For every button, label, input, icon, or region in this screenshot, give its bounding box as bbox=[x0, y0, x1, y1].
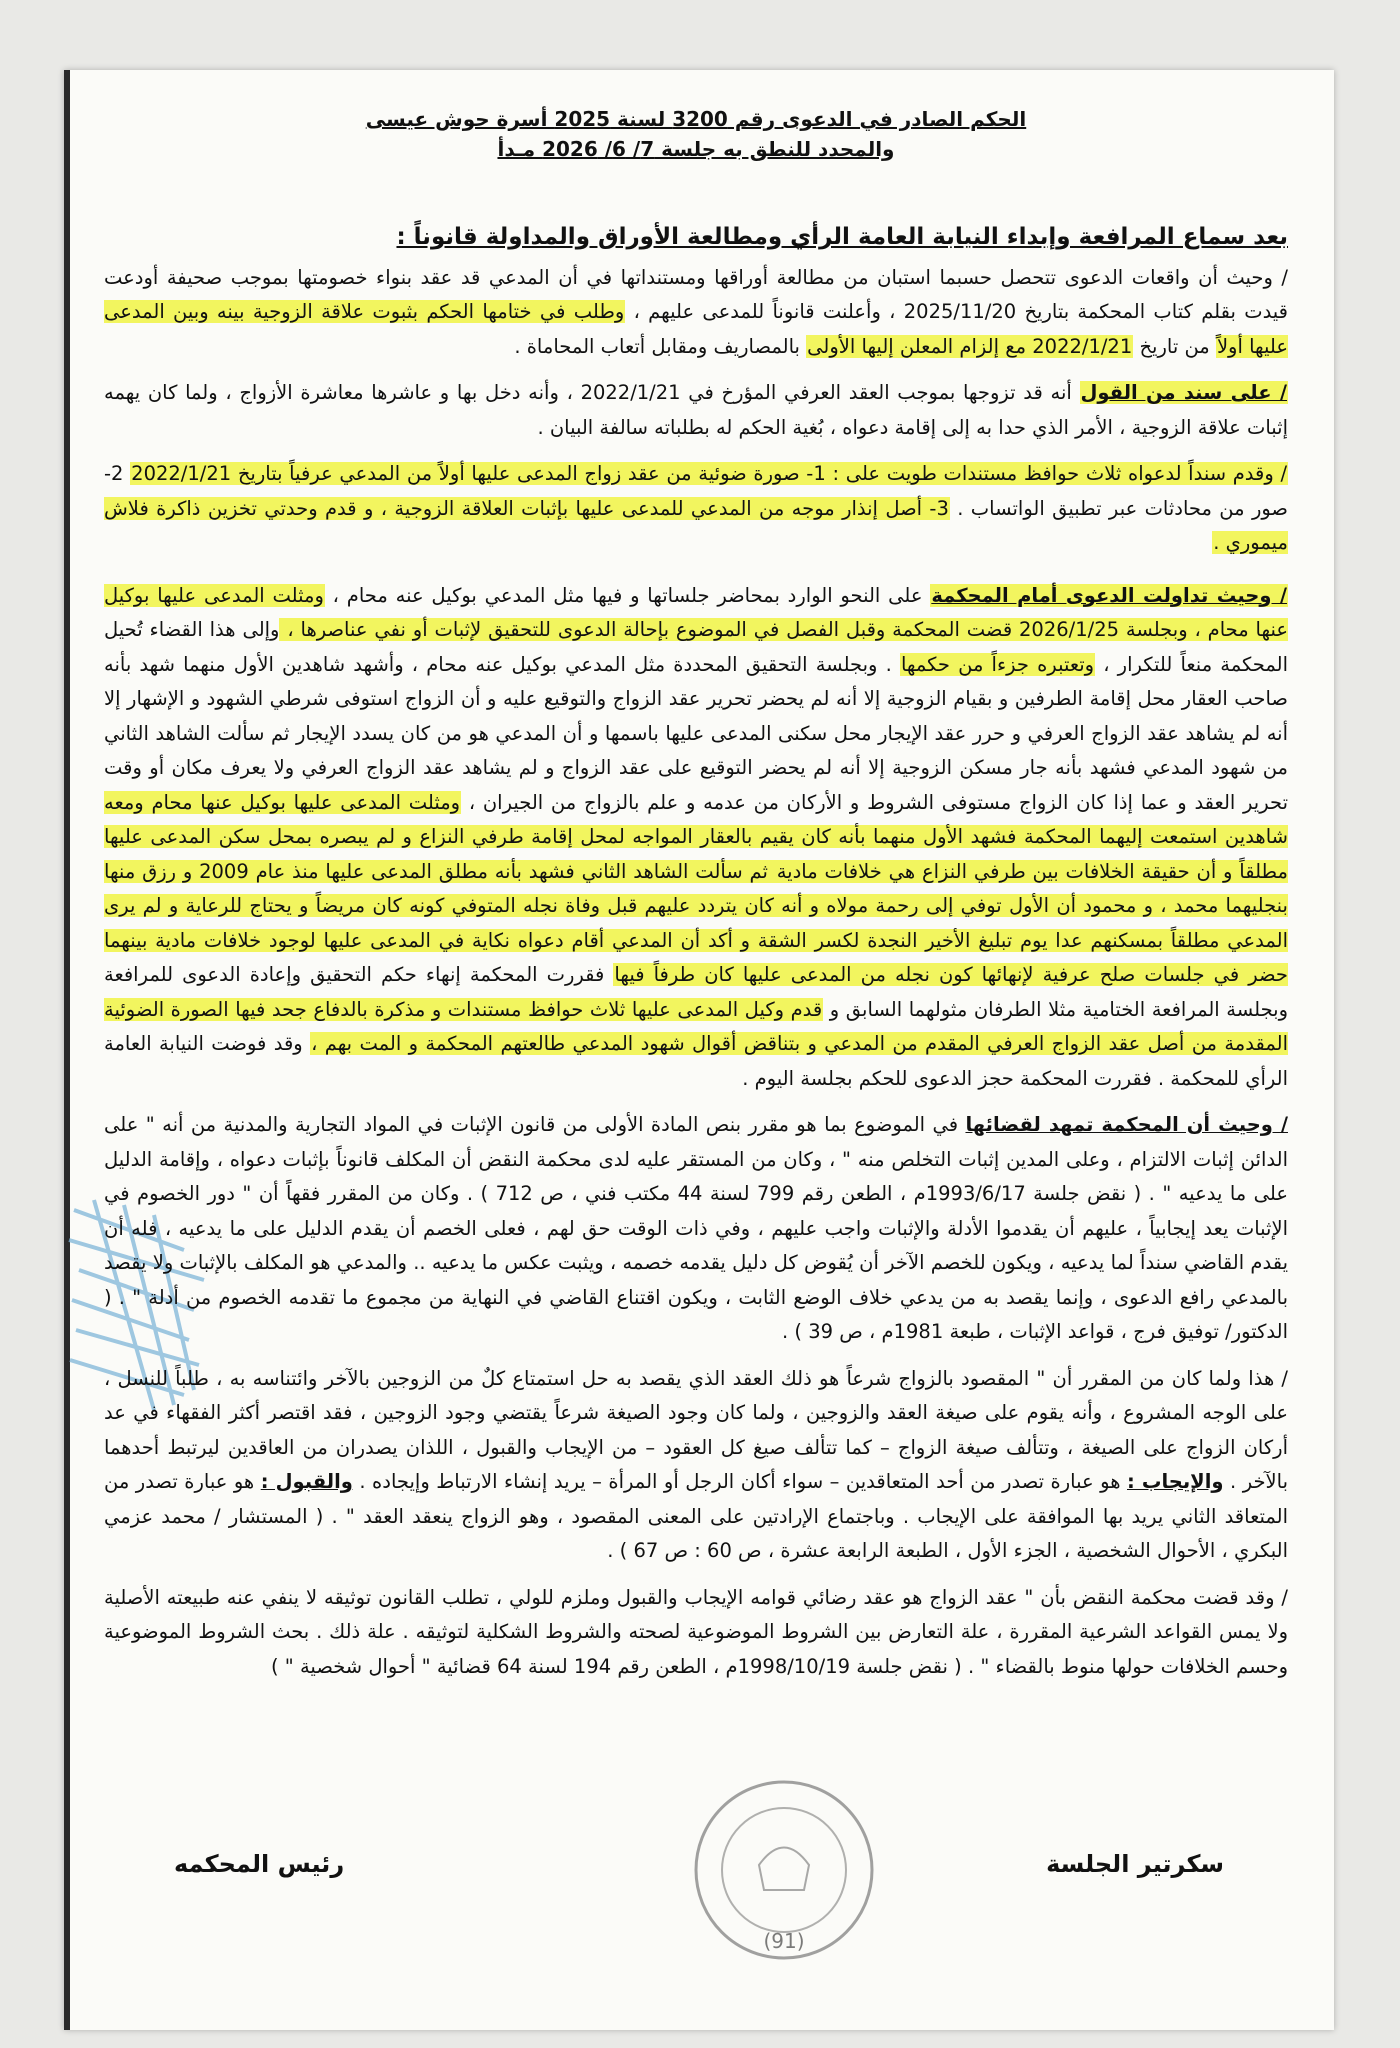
case-number-line: الحكم الصادر في الدعوى رقم 3200 لسنة 2025 أسرة حوش عيسى bbox=[365, 107, 1027, 131]
page-edge-shadow bbox=[64, 70, 70, 2030]
paragraph-proceedings: / وحيث تداولت الدعوى أمام المحكمة على النحو الوارد بمحاضر جلساتها و فيها مثل المدعي بوكيل عنه محام ، ومثلت المدعى عليها بوكيل عنها محام ، وبجلسة 2026/1/25 قضت المحكمة وقبل الفصل في الموضوع بإحالة الدعوى للتحقيق لإثبات أو نفي عناصرها ، وإلى هذا القضاء تُحيل المحكمة منعاً للتكرار ، وتعتبره جزءاً من حكمها . وبجلسة التحقيق المحددة مثل المدعي بوكيل عنه محام ، وأشهد شاهدين الأول منهما شهد بأنه صاحب العقار محل إقامة الطرفين و بقيام الزوجية إلا أنه لم يحضر تحرير عقد الزواج والتوقيع عليه و أن الزواج استوفى شرطي الشهود و الإشهار إلا أنه لم يشاهد عقد الزواج العرفي و حرر عقد الإيجار محل سكنى المدعى عليها باسمها و أن المدعي هو من كان يسدد الإيجار ثم سألت الشاهد الثاني من شهود المدعي فشهد بأنه جار مسكن الزوجية إلا أنه لم يحضر التوقيع على عقد الزواج و لم يشاهد عقد الزواج العرفي ولا يعرف مكان أو وقت تحرير العقد و عما إذا كان الزواج مستوفى الشروط و الأركان من عدمه و علم بالزواج من الجيران ، ومثلت المدعى عليها بوكيل عنها محام ومعه شاهدين استمعت إليهما المحكمة فشهد الأول منهما بأنه كان يقيم بالعقار المواجه لمحل إقامة طرفي النزاع و لم يبصره بمحل سكن المدعى عليها مطلقاً و أن حقيقة الخلافات بين طرفي النزاع هي خلافات مادية ثم سألت الشاهد الثاني فشهد بأنه مطلق المدعى عليها منذ عام 2009 و رزق منها بنجليهما محمد ، و محمود أن الأول توفي إلى رحمة مولاه و أنه كان يتردد عليهم قبل وفاة نجله المتوفي كونه كان مريضاً و يحتاج للرعاية و لم يرى المدعي مطلقاً بمسكنهم عدا يوم تبليغ الأخير النجدة لكسر الشقة و أكد أن المدعي أقام دعواه نكاية في المدعى عليها لوجود خلافات مادية بينهما حضر في جلسات صلح عرفية لإنهائها كون نجله من المدعى عليها كان طرفاً فيها فقررت المحكمة إنهاء حكم التحقيق وإعادة الدعوى للمرافعة وبجلسة المرافعة الختامية مثلا الطرفان مثولهما السابق و قدم وكيل المدعى عليها ثلاث حوافظ مستندات و مذكرة بالدفاع جحد فيها الصورة الضوئية المقدمة من أصل عقد الزواج العرفي المقدم من المدعي و بتناقض أقوال شهود المدعي طالعتهم المحكمة و المت بهم ، وقد فوضت النيابة العامة الرأي للمحكمة . فقررت المحكمة حجز الدعوى للحكم بجلسة اليوم . bbox=[104, 583, 1289, 1090]
highlight: / وقدم سنداً لدعواه ثلاث حوافظ مستندات طويت على : 1- صورة ضوئية من عقد زواج المدعى عليها أولاً من المدعي عرفياً بتاريخ 2022/1/21 bbox=[131, 462, 1288, 485]
highlight: قدم وكيل المدعى عليها ثلاث حوافظ مستندات و مذكرة بالدفاع جحد فيها الصورة الضوئية المقدمة من أصل عقد الزواج العرفي المقدم من المدعي و بتناقض أقوال شهود المدعي طالعتهم المحكمة و المت بهم ، bbox=[104, 997, 1288, 1055]
highlight: وتعتبره جزءاً من حكمها bbox=[900, 652, 1095, 676]
paragraph-facts: / وحيث أن واقعات الدعوى تتحصل حسبما استبان من مطالعة أوراقها ومستنداتها في أن المدعي قد عقد بنواء خصومتها بموجب صحيفة أودعت قيدت بقلم كتاب المحكمة بتاريخ 2025/11/20 ، وأعلنت قانوناً للمدعى عليهم ، وطلب في ختامها الحكم بثبوت علاقة الزوجية بينه وبين المدعى عليها أولاً من تاريخ 2022/1/21 مع إلزام المعلن إليها الأولى بالمصاريف ومقابل أتعاب المحاماة . bbox=[104, 265, 1289, 358]
highlight: وطلب في ختامها الحكم بثبوت علاقة الزوجية بينه وبين المدعى عليها أولاً bbox=[104, 300, 1288, 358]
highlight: / وحيث تداولت الدعوى أمام المحكمة bbox=[931, 583, 1287, 607]
judgment-body bbox=[104, 104, 1288, 1696]
highlight: ومثلت المدعى عليها بوكيل عنها محام ، وبجلسة 2026/1/25 قضت المحكمة وقبل الفصل في الموضوع بإحالة الدعوى للتحقيق لإثبات أو نفي عناصرها ، bbox=[104, 583, 1289, 641]
signature-block bbox=[174, 1850, 1224, 1878]
document-page bbox=[64, 70, 1334, 2030]
paragraph-evidence-law: / وحيث أن المحكمة تمهد لقضائها في الموضوع بما هو مقرر بنص المادة الأولى من قانون الإثبات في المواد التجارية والمدنية من أنه " على الدائن إثبات الالتزام ، وعلى المدين إثبات التخلص منه " ، وكان من المستقر عليه لدى محكمة النقض أن المكلف قانوناً بإثبات دعواه ، وإقامة الدليل على ما يدعيه " . ( نقض جلسة 1993/6/17م ، الطعن رقم 799 لسنة 44 مكتب فني ، ص 712 ) . وكان من المقرر فقهاً أن " دور الخصوم في الإثبات يعد إيجابياً ، عليهم أن يقدموا الأدلة والإثبات واجب عليهم ، وفي ذات الوقت حق لهم ، فعلى الخصم أن يقدم الدليل على ما يدعيه ، فله أن يقدم القاضي سنداً لما يدعيه ، ويكون للخصم الآخر أن يُقوض كل دليل يقدمه خصمه ، ويثبت عكس ما يدعيه .. والمدعي هو المكلف بالإثبات ولا يقصد بالمدعي رافع الدعوى ، وإنما يقصد به من يدعي خلاف الوضع الثابت ، ويكون اقتناع القاضي في النهاية من مجموع ما تقدمه الخصوم من أدلة " . ( الدكتور/ توفيق فرج ، قواعد الإثبات ، طبعة 1981م ، ص 39 ) . bbox=[104, 1113, 1288, 1343]
paragraph-marriage-definition: / هذا ولما كان من المقرر أن " المقصود بالزواج شرعاً هو ذلك العقد الذي يقصد به حل استمتاع كلٌ من الزوجين بالآخر وائتناسه به ، طلباً للنسل ، على الوجه المشروع ، وأنه يقوم على صيغة العقد والزوجين ، ولما كان وجود الصيغة شرعاً يقتضي وجود الزوجين ، فقد اقتصر أكثر الفقهاء في عد أركان الزواج على الصيغة ، وتتألف صيغة الزواج – كما تتألف صيغ كل العقود – من الإيجاب والقبول ، اللذان يصدران من العاقدين ليرتبط أحدهما بالآخر . والإيجاب : هو عبارة تصدر من أحد المتعاقدين – سواء أكان الرجل أو المرأة – يريد إنشاء الارتباط وإيجاده . والقبول : هو عبارة تصدر من المتعاقد الثاني يريد بها الموافقة على الإيجاب . وباجتماع الإرادتين على المعنى المقصود ، وهو الزواج ينعقد العقد " . ( المستشار / محمد عزمي البكري ، الأحوال الشخصية ، الجزء الأول ، الطبعة الرابعة عشرة ، ص 60 : ص 67 ) . bbox=[104, 1366, 1289, 1562]
highlight: ومثلت المدعى عليها بوكيل عنها محام ومعه شاهدين استمعت إليهما المحكمة فشهد الأول منهما بأنه كان يقيم بالعقار المواجه لمحل إقامة طرفي النزاع و لم يبصره بمحل سكن المدعى عليها مطلقاً و أن حقيقة الخلافات بين طرفي النزاع هي خلافات مادية bbox=[104, 790, 1288, 883]
secretary-signature-label: سكرتير الجلسة bbox=[1046, 1850, 1224, 1878]
highlight: ثم سألت الشاهد الثاني فشهد بأنه مطلق المدعى عليها منذ عام 2009 و رزق منها بنجليهما محمد ، و محمود أن الأول توفي إلى رحمة مولاه و أنه كان يتردد عليهم قبل وفاة نجله المتوفي كونه كان مريضاً و يحتاج للرعاية و لم يرى المدعي مطلقاً بمسكنهم عدا يوم تبليغ الأخير النجدة لكسر الشقة و أكد أن المدعي أقام دعواه نكاية في المدعى عليها لوجود خلافات مادية بينهما حضر في جلسات صلح عرفية لإنهائها كون نجله من المدعى عليها كان طرفاً فيها bbox=[104, 859, 1288, 986]
stamp-number: (91) bbox=[763, 1929, 805, 1953]
highlight: 2022/1/21 مع إلزام المعلن إليها الأولى bbox=[807, 334, 1133, 358]
paragraph-documents: / وقدم سنداً لدعواه ثلاث حوافظ مستندات طويت على : 1- صورة ضوئية من عقد زواج المدعى عليها أولاً من المدعي عرفياً بتاريخ 2022/1/21 2- صور من محادثات عبر تطبيق الواتساب . 3- أصل إنذار موجه من المدعي للمدعى عليها بإثبات العلاقة الزوجية ، و قدم وحدتي تخزين ذاكرة فلاش ميموري . bbox=[104, 462, 1288, 554]
case-header bbox=[104, 104, 1288, 164]
paragraph-basis: / على سند من القول أنه قد تزوجها بموجب العقد العرفي المؤرخ في 2022/1/21 ، وأنه دخل بها و عاشرها معاشرة الأزواج ، ولما كان يهمه إثبات علاقة الزوجية ، الأمر الذي حدا به إلى إقامة دعواه ، بُغية الحكم له بطلباته سالفة البيان . bbox=[104, 381, 1288, 439]
president-signature-label: رئيس المحكمه bbox=[174, 1850, 345, 1878]
highlight: / على سند من القول bbox=[1080, 381, 1287, 404]
paragraph-cassation: / وقد قضت محكمة النقض بأن " عقد الزواج هو عقد رضائي قوامه الإيجاب والقبول وملزم للولي ، تطلب القانون توثيقه لا ينفي عنه طبيعته الأصلية ولا يمس القواعد الشرعية المقررة ، علة التعارض بين الشروط الموضوعية لصحته والشروط الشكلية لتوثيقه . علة ذلك . بحث الشروط الموضوعية وحسم الخلافات حولها منوط بالقضاء " . ( نقض جلسة 1998/10/19م ، الطعن رقم 194 لسنة 64 قضائية " أحوال شخصية " ) bbox=[104, 1585, 1288, 1678]
hearing-date-line: والمحدد للنطق به جلسة 7/ 6/ 2026 مـدأ bbox=[497, 137, 895, 161]
deliberation-heading: بعد سماع المرافعة وإبداء النيابة العامة الرأي ومطالعة الأوراق والمداولة قانوناً : bbox=[396, 224, 1288, 250]
highlight: 3- أصل إنذار موجه من المدعي للمدعى عليها بإثبات العلاقة الزوجية ، و قدم وحدتي تخزين ذاكرة فلاش ميموري . bbox=[104, 496, 1288, 554]
